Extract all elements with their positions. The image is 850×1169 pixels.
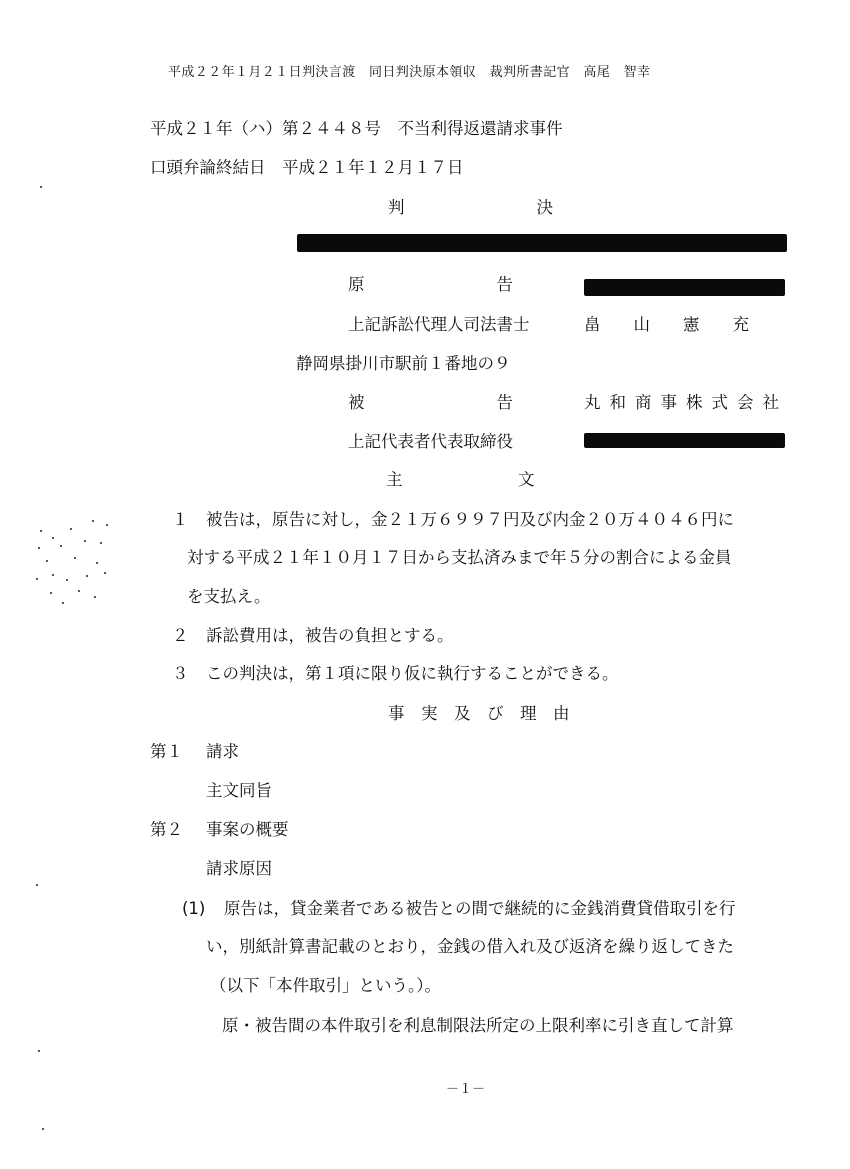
header-note: 平成２２年１月２１日判決言渡 同日判決原本領収 裁判所書記官 高尾 智幸 — [168, 65, 651, 80]
case-number-title: 平成２１年（ハ）第２４４８号 不当利得返還請求事件 — [150, 119, 563, 138]
plaintiff-agent-label: 上記訴訟代理人司法書士 — [348, 315, 530, 334]
main-text-heading: 主 文 — [386, 470, 535, 489]
item3-number: ３ — [172, 664, 189, 683]
item1-line2: 対する平成２１年１０月１７日から支払済みまで年５分の割合による金員 — [187, 548, 732, 567]
paragraph1-number: (1) — [182, 899, 206, 918]
paragraph1-line2: い，別紙計算書記載のとおり，金銭の借入れ及び返済を繰り返してきた — [206, 937, 734, 956]
defendant-label: 被 告 — [348, 393, 513, 412]
section2-title: 事案の概要 — [206, 820, 289, 839]
judgment-title: 判 決 — [388, 198, 553, 217]
defendant-name: 丸和商事株式会社 — [584, 393, 788, 412]
claim-grounds-heading: 請求原因 — [206, 859, 272, 878]
plaintiff-label: 原 告 — [348, 275, 513, 294]
redaction-defendant-rep — [584, 433, 785, 448]
page-number: －１－ — [446, 1082, 486, 1097]
closing-date: 口頭弁論終結日 平成２１年１２月１７日 — [150, 158, 464, 177]
section2-number: 第２ — [150, 820, 183, 839]
defendant-address: 静岡県掛川市駅前１番地の９ — [296, 354, 511, 373]
section1-number: 第１ — [150, 742, 183, 761]
item2-number: ２ — [172, 626, 189, 645]
paragraph1-line1: 原告は，貸金業者である被告との間で継続的に金銭消費貸借取引を行 — [224, 899, 736, 918]
item1-line3: を支払え。 — [187, 587, 271, 606]
facts-heading: 事 実 及 び 理 由 — [388, 704, 570, 723]
paragraph2-line1: 原・被告間の本件取引を利息制限法所定の上限利率に引き直して計算 — [222, 1016, 734, 1035]
section1-body: 主文同旨 — [206, 781, 272, 800]
plaintiff-agent-name: 畠 山 憲 充 — [584, 315, 749, 334]
redaction-plaintiff-address — [297, 234, 787, 252]
item2-text: 訴訟費用は，被告の負担とする。 — [206, 626, 454, 645]
item1-number: １ — [172, 510, 189, 529]
redaction-plaintiff-name — [584, 279, 785, 296]
section1-title: 請求 — [206, 742, 239, 761]
item1-line1: 被告は，原告に対し，金２１万６９９７円及び内金２０万４０４６円に — [206, 510, 734, 529]
paragraph1-line3: （以下「本件取引」という。）。 — [210, 976, 441, 995]
defendant-rep-label: 上記代表者代表取締役 — [348, 432, 513, 451]
item3-text: この判決は，第１項に限り仮に執行することができる。 — [206, 664, 619, 683]
